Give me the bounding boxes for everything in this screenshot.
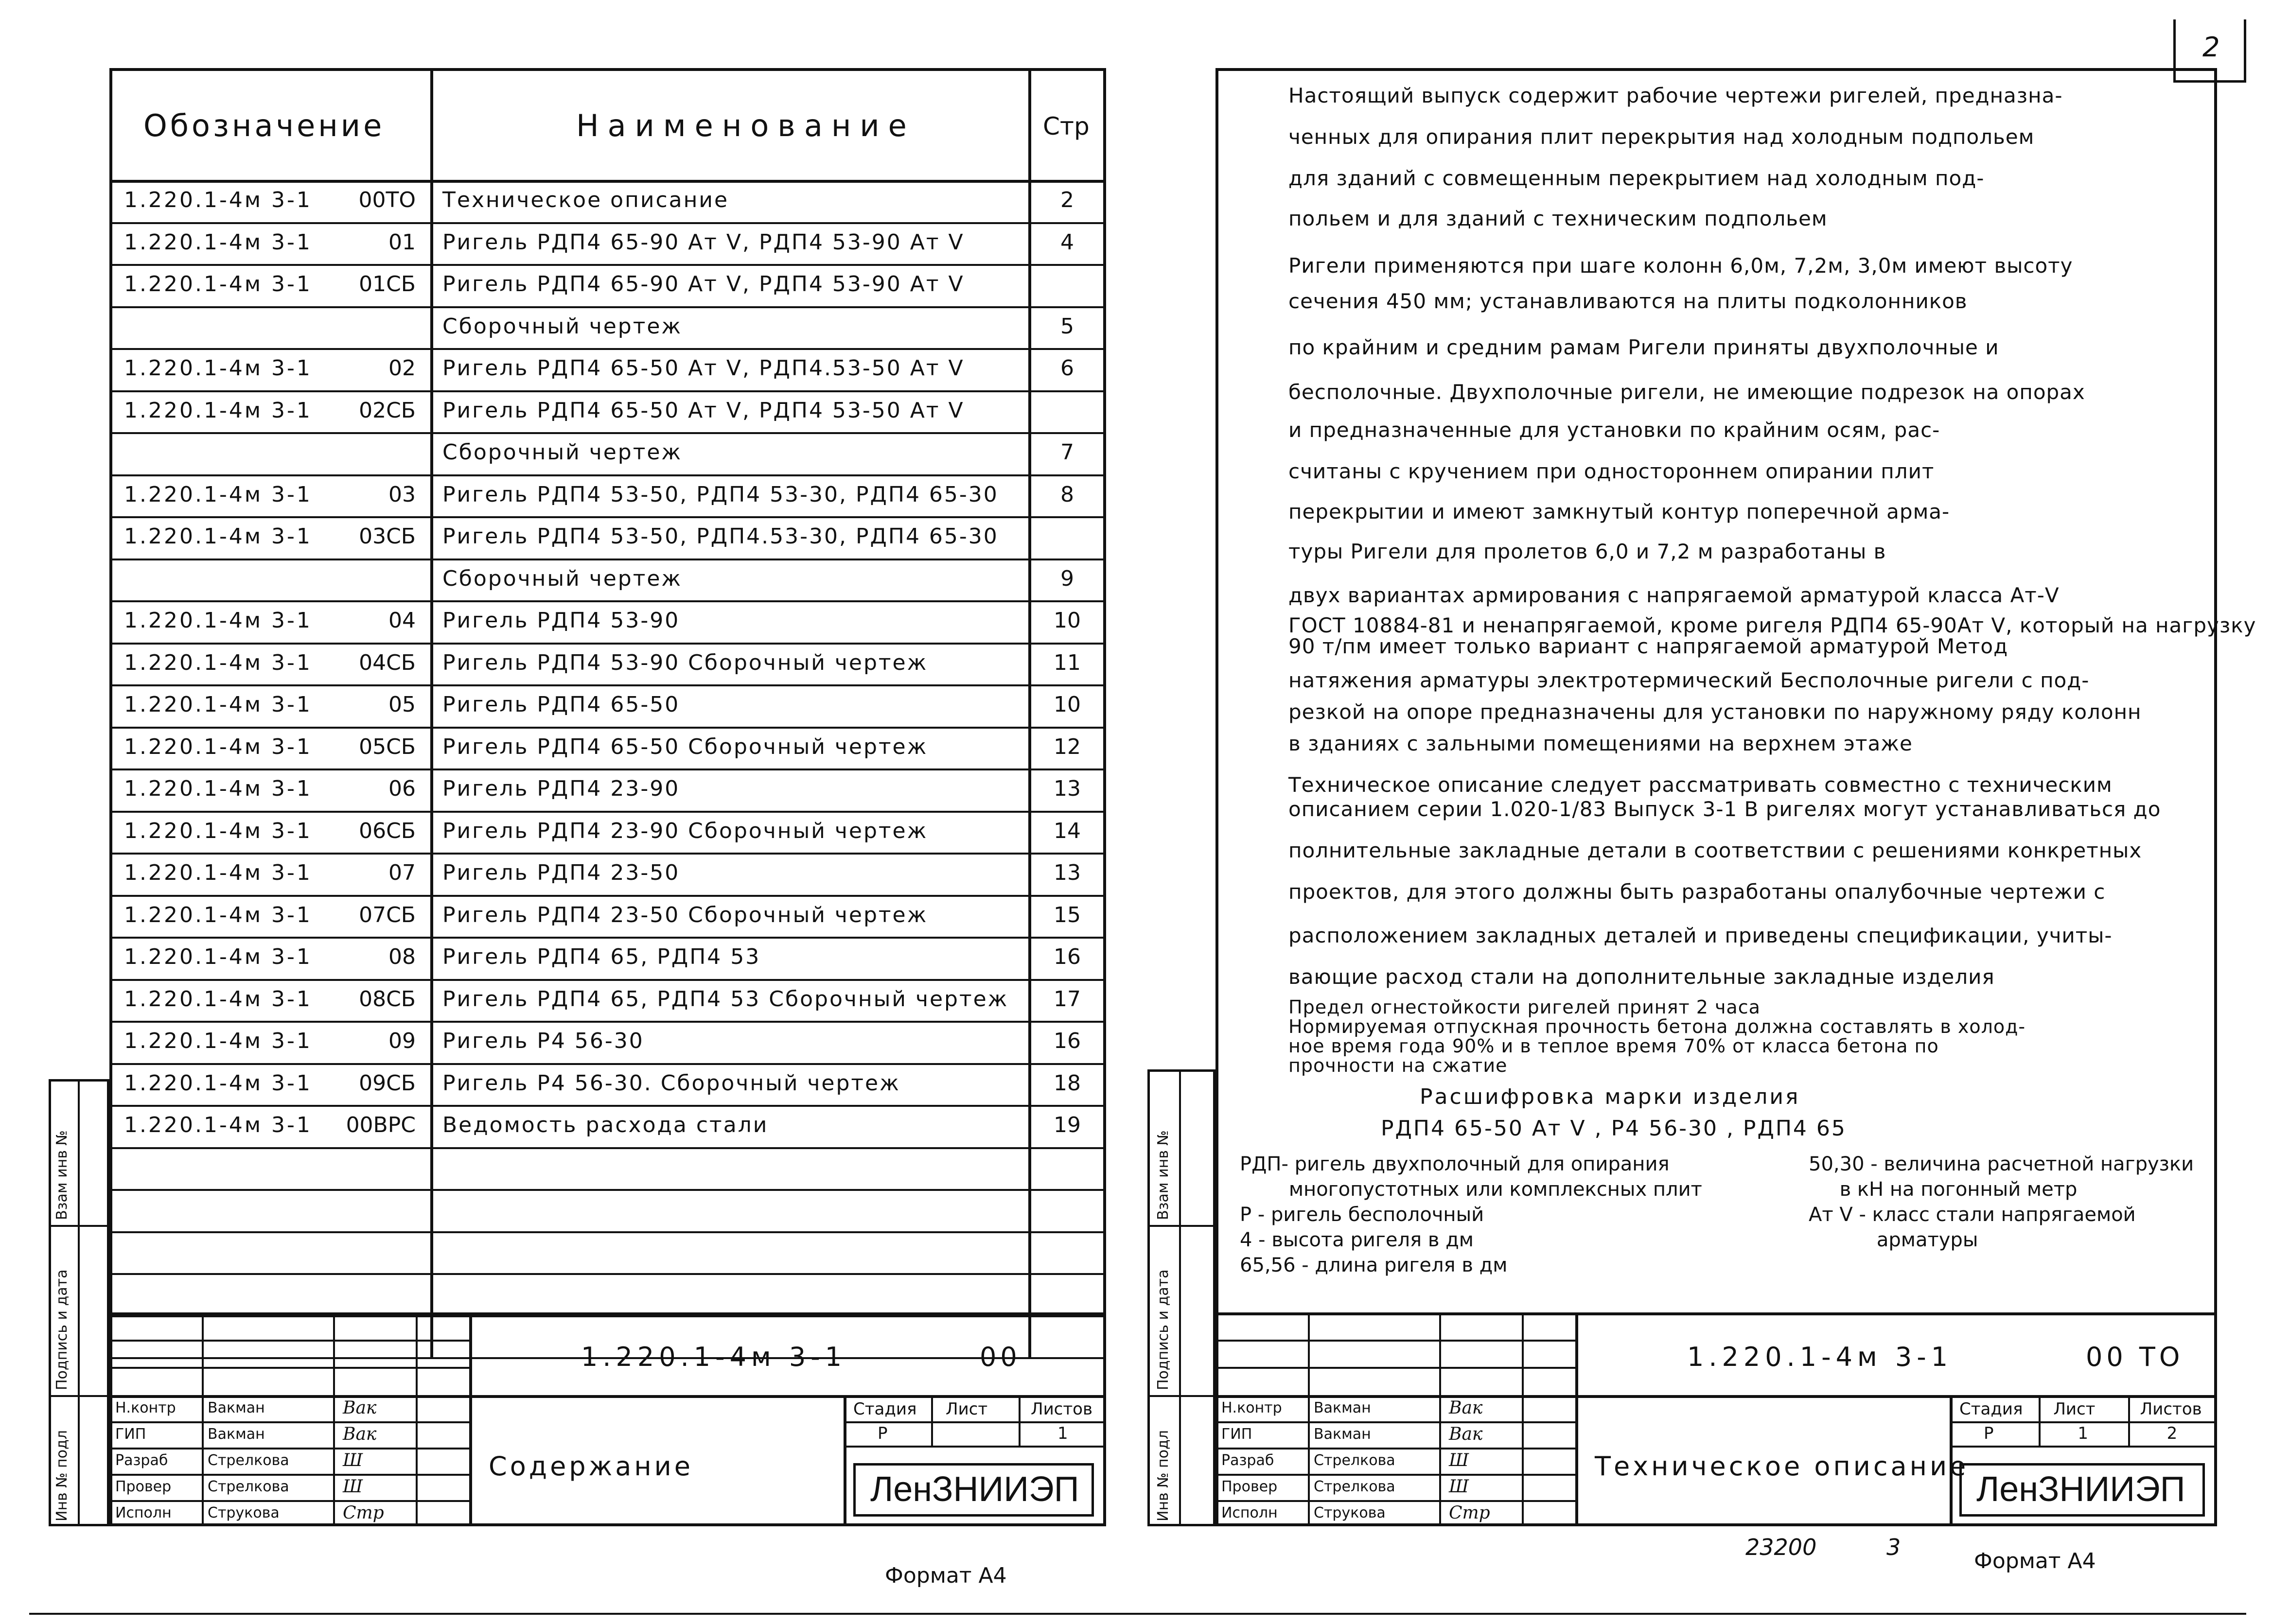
row-code: 05: [388, 692, 416, 717]
description-line: вающие расход стали на дополнительные закладные изделия: [1288, 965, 1995, 989]
role-name: Стрелкова: [208, 1478, 289, 1495]
description-line: резкой на опоре предназначены для установки по наружному ряду колонн: [1288, 700, 2142, 724]
role-name: Струкова: [1314, 1504, 1386, 1521]
row-name: Ведомость расхода стали: [442, 1113, 769, 1137]
role-name: Стрелкова: [1314, 1478, 1395, 1495]
row-code: 01: [388, 229, 416, 255]
row-designation: 1.220.1-4м 3-1: [124, 944, 312, 969]
description-line: двух вариантах армирования с напрягаемой арматурой класса Ат-Ⅴ: [1288, 583, 2060, 607]
row-designation: 1.220.1-4м 3-1: [124, 776, 312, 801]
row-name: Ригель РДП4 23-50: [442, 860, 680, 885]
row-name: Ригель РДП4 65-50: [442, 692, 680, 717]
role-signature: Вак: [343, 1398, 377, 1418]
row-designation: 1.220.1-4м 3-1: [124, 524, 312, 549]
row-page: 13: [1054, 776, 1081, 801]
corner-page-number: 2: [2202, 32, 2220, 63]
stage-value: Р: [878, 1424, 888, 1443]
right-footer-number: 23200: [1745, 1534, 1817, 1560]
row-code: 08: [388, 944, 416, 969]
role-name: Вакман: [208, 1399, 265, 1416]
doc-code: 1.220.1-4м 3-1: [581, 1342, 847, 1372]
decode-right-line: Ат Ⅴ - класс стали напрягаемой: [1809, 1204, 2136, 1226]
row-designation: 1.220.1-4м 3-1: [124, 902, 312, 927]
row-code: 06: [388, 776, 416, 801]
decode-left-line: РДП- ригель двухполочный для опирания: [1240, 1153, 1670, 1175]
row-page: 12: [1054, 734, 1081, 759]
row-code: 00ТО: [358, 188, 416, 212]
description-line: перекрытии и имеют замкнутый контур поперечной арма-: [1288, 500, 1950, 524]
role-name: Струкова: [208, 1504, 280, 1521]
role-signature: Ш: [343, 1477, 363, 1497]
org-name: ЛенЗНИИЭП: [870, 1470, 1079, 1509]
side-label-replace: Взам инв №: [53, 1130, 70, 1220]
row-designation: 1.220.1-4м 3-1: [124, 692, 312, 717]
description-line: польем и для зданий с техническим подпольем: [1288, 207, 1828, 230]
row-designation: 1.220.1-4м 3-1: [124, 188, 312, 212]
row-name: Ригель РДП4 65-90 Ат Ⅴ, РДП4 53-90 Ат Ⅴ: [442, 272, 965, 297]
decode-right-line: арматуры: [1809, 1229, 1978, 1251]
role-label: Н.контр: [115, 1399, 176, 1416]
block-title: Содержание: [489, 1451, 693, 1482]
description-line: проектов, для этого должны быть разработаны опалубочные чертежи с: [1288, 880, 2106, 904]
decode-left-line: 65,56 - длина ригеля в дм: [1240, 1254, 1508, 1276]
row-name: Ригель РДП4 53-50, РДП4.53-30, РДП4 65-30: [442, 524, 999, 549]
row-designation: 1.220.1-4м 3-1: [124, 1070, 312, 1096]
decode-left-line: многопустотных или комплексных плит: [1264, 1178, 1702, 1201]
right-format-label: Формат А4: [1974, 1549, 2096, 1573]
doc-code: 1.220.1-4м 3-1: [1687, 1342, 1953, 1372]
role-label: Разраб: [1221, 1452, 1274, 1469]
role-signature: Ш: [343, 1450, 363, 1470]
row-code: 02СБ: [359, 398, 416, 423]
role-name: Вакман: [208, 1426, 265, 1443]
description-line: по крайним и средним рамам Ригели приняты двухполочные и: [1288, 335, 1999, 359]
description-line: Предел огнестойкости ригелей принят 2 часа: [1288, 996, 1761, 1018]
decode-right-line: в кН на погонный метр: [1809, 1178, 2078, 1201]
role-signature: Вак: [343, 1424, 377, 1444]
sheet-label: Лист: [946, 1399, 988, 1419]
row-code: 07: [388, 860, 416, 885]
row-name: Ригель РДП4 65-90 Ат Ⅴ, РДП4 53-90 Ат Ⅴ: [442, 229, 965, 255]
row-name: Ригель РДП4 53-90 Сборочный чертеж: [442, 650, 928, 675]
row-designation: 1.220.1-4м 3-1: [124, 860, 312, 885]
description-line: описанием серии 1.020-1/83 Выпуск 3-1 В ригелях могут устанавливаться до: [1288, 797, 2161, 821]
description-line: полнительные закладные детали в соответствии с решениями конкретных: [1288, 838, 2142, 862]
sheet-label: Лист: [2053, 1399, 2096, 1419]
row-page: 18: [1054, 1070, 1081, 1096]
role-name: Стрелкова: [1314, 1452, 1395, 1469]
role-signature: Стр: [1449, 1503, 1490, 1523]
role-name: Вакман: [1314, 1426, 1371, 1443]
row-name: Техническое описание: [442, 188, 729, 212]
row-designation: 1.220.1-4м 3-1: [124, 356, 312, 381]
role-signature: Вак: [1449, 1398, 1483, 1418]
sheets-value: 2: [2166, 1424, 2178, 1443]
role-name: Стрелкова: [208, 1452, 289, 1469]
row-name: Ригель РДП4 23-90: [442, 776, 680, 801]
right-side-label-inv: Инв № подл: [1155, 1430, 1172, 1521]
right-side-label-sign: Подпись и дата: [1155, 1269, 1172, 1390]
role-label: Разраб: [115, 1452, 168, 1469]
row-code: 08СБ: [359, 986, 416, 1012]
decode-right-line: 50,30 - величина расчетной нагрузки: [1809, 1153, 2194, 1175]
role-label: Провер: [115, 1478, 172, 1495]
row-designation: 1.220.1-4м 3-1: [124, 650, 312, 675]
row-page: 13: [1054, 860, 1081, 885]
description-line: ченных для опирания плит перекрытия над холодным подпольем: [1288, 125, 2035, 149]
description-line: сечения 450 мм; устанавливаются на плиты подколонников: [1288, 289, 1968, 313]
doc-suffix: 00 ТО: [2086, 1342, 2184, 1372]
right-side-label-replace: Взам инв №: [1155, 1130, 1172, 1220]
side-label-sign: Подпись и дата: [53, 1269, 70, 1390]
left-format-label: Формат А4: [885, 1563, 1007, 1588]
row-page: 4: [1060, 229, 1074, 255]
row-code: 01СБ: [359, 272, 416, 297]
role-signature: Ш: [1449, 1450, 1469, 1470]
row-page: 14: [1054, 818, 1081, 843]
block-title: Техническое описание: [1595, 1451, 1969, 1482]
stage-value: Р: [1984, 1424, 1994, 1443]
stage-label: Стадия: [853, 1399, 917, 1419]
row-name: Ригель РДП4 53-90: [442, 608, 680, 633]
sheets-label: Листов: [1031, 1399, 1093, 1419]
row-name: Ригель РДП4 23-90 Сборочный чертеж: [442, 818, 928, 843]
row-designation: 1.220.1-4м 3-1: [124, 272, 312, 297]
row-page: 17: [1054, 986, 1081, 1012]
description-line: считаны с кручением при одностороннем опирании плит: [1288, 459, 1935, 483]
role-label: Исполн: [1221, 1504, 1278, 1521]
description-line: Нормируемая отпускная прочность бетона должна составлять в холод-: [1288, 1016, 2026, 1037]
row-designation: 1.220.1-4м 3-1: [124, 1113, 312, 1137]
description-line: бесполочные. Двухполочные ригели, не имеющие подрезок на опорах: [1288, 380, 2085, 404]
row-page: 16: [1054, 944, 1081, 969]
row-page: 10: [1054, 608, 1081, 633]
row-code: 06СБ: [359, 818, 416, 843]
header-designation: Обозначение: [143, 108, 385, 143]
right-title-block: [1215, 1312, 2217, 1526]
row-code: 05СБ: [359, 734, 416, 759]
description-line: и предназначенные для установки по крайним осям, рас-: [1288, 418, 1940, 442]
row-name: Сборочный чертеж: [442, 566, 683, 591]
row-name: Ригель Р4 56-30. Сборочный чертеж: [442, 1070, 900, 1096]
row-name: Сборочный чертеж: [442, 440, 683, 465]
description-line: ГОСТ 10884-81 и ненапрягаемой, кроме ригеля РДП4 65-90Ат Ⅴ, который на нагрузку: [1288, 613, 2256, 637]
description-line: для зданий с совмещенным перекрытием над холодным под-: [1288, 166, 1985, 190]
row-page: 19: [1054, 1113, 1081, 1137]
row-page: 9: [1060, 566, 1074, 591]
row-code: 02: [388, 356, 416, 381]
description-line: Техническое описание следует рассматривать совместно с техническим: [1288, 773, 2113, 797]
right-footer-page: 3: [1886, 1534, 1901, 1560]
row-code: 03СБ: [359, 524, 416, 549]
row-name: Ригель РДП4 23-50 Сборочный чертеж: [442, 902, 928, 927]
row-code: 04: [388, 608, 416, 633]
description-line: Ригели применяются при шаге колонн 6,0м, 7,2м, 3,0м имеют высоту: [1288, 254, 2073, 278]
description-line: ное время года 90% и в теплое время 70% от класса бетона по: [1288, 1035, 1939, 1057]
row-code: 09: [388, 1029, 416, 1053]
description-line: прочности на сжатие: [1288, 1055, 1508, 1076]
decode-title: Расшифровка марки изделия: [1420, 1084, 1800, 1109]
role-label: Н.контр: [1221, 1399, 1282, 1416]
row-code: 04СБ: [359, 650, 416, 675]
description-line: расположением закладных деталей и приведены спецификации, учиты-: [1288, 924, 2113, 947]
decode-left-line: 4 - высота ригеля в дм: [1240, 1229, 1474, 1251]
role-name: Вакман: [1314, 1399, 1371, 1416]
row-page: 8: [1060, 482, 1074, 507]
row-name: Ригель РДП4 53-50, РДП4 53-30, РДП4 65-30: [442, 482, 999, 507]
side-label-inv: Инв № подл: [53, 1430, 70, 1521]
row-code: 00ВРС: [346, 1113, 416, 1137]
row-name: Ригель РДП4 65-50 Ат Ⅴ, РДП4 53-50 Ат Ⅴ: [442, 398, 965, 423]
header-name: Наименование: [576, 108, 916, 143]
row-page: 11: [1054, 650, 1081, 675]
role-label: Провер: [1221, 1478, 1278, 1495]
row-name: Ригель РДП4 65, РДП4 53 Сборочный чертеж: [442, 986, 1009, 1012]
row-page: 2: [1060, 188, 1074, 212]
stage-label: Стадия: [1959, 1399, 2023, 1419]
description-line: 90 т/пм имеет только вариант с напрягаемой арматурой Метод: [1288, 634, 2008, 658]
row-page: 16: [1054, 1029, 1081, 1053]
left-title-block: [109, 1312, 1106, 1526]
row-designation: 1.220.1-4м 3-1: [124, 986, 312, 1012]
row-name: Сборочный чертеж: [442, 314, 683, 339]
row-designation: 1.220.1-4м 3-1: [124, 818, 312, 843]
row-page: 10: [1054, 692, 1081, 717]
role-label: ГИП: [115, 1426, 146, 1443]
role-signature: Вак: [1449, 1424, 1483, 1444]
role-label: Исполн: [115, 1504, 172, 1521]
row-code: 09СБ: [359, 1070, 416, 1096]
row-designation: 1.220.1-4м 3-1: [124, 398, 312, 423]
row-designation: 1.220.1-4м 3-1: [124, 1029, 312, 1053]
row-name: Ригель РДП4 65-50 Сборочный чертеж: [442, 734, 928, 759]
role-signature: Ш: [1449, 1477, 1469, 1497]
row-code: 03: [388, 482, 416, 507]
row-designation: 1.220.1-4м 3-1: [124, 734, 312, 759]
doc-suffix: 00: [980, 1342, 1021, 1372]
row-designation: 1.220.1-4м 3-1: [124, 608, 312, 633]
description-line: в зданиях с зальными помещениями на верхнем этаже: [1288, 732, 1913, 755]
description-line: туры Ригели для пролетов 6,0 и 7,2 м разработаны в: [1288, 540, 1886, 563]
row-name: Ригель Р4 56-30: [442, 1029, 644, 1053]
role-label: ГИП: [1221, 1426, 1252, 1443]
row-name: Ригель РДП4 65, РДП4 53: [442, 944, 761, 969]
row-page: 5: [1060, 314, 1074, 339]
header-page: Стр: [1043, 112, 1090, 140]
row-name: Ригель РДП4 65-50 Ат Ⅴ, РДП4.53-50 Ат Ⅴ: [442, 356, 965, 381]
row-designation: 1.220.1-4м 3-1: [124, 482, 312, 507]
decode-left-line: Р - ригель бесполочный: [1240, 1204, 1484, 1226]
role-signature: Стр: [343, 1503, 384, 1523]
row-code: 07СБ: [359, 902, 416, 927]
row-designation: 1.220.1-4м 3-1: [124, 229, 312, 255]
sheet-value: 1: [2078, 1424, 2088, 1443]
decode-examples: РДП4 65-50 Ат Ⅴ , Р4 56-30 , РДП4 65: [1381, 1116, 1847, 1141]
row-page: 7: [1060, 440, 1074, 465]
org-name: ЛенЗНИИЭП: [1976, 1470, 2185, 1509]
description-line: натяжения арматуры электротермический Бесполочные ригели с под-: [1288, 668, 2090, 692]
row-page: 6: [1060, 356, 1074, 381]
row-page: 15: [1054, 902, 1081, 927]
sheets-value: 1: [1057, 1424, 1068, 1443]
contents-table: [109, 68, 1106, 1303]
sheets-label: Листов: [2140, 1399, 2202, 1419]
description-line: Настоящий выпуск содержит рабочие чертежи ригелей, предназна-: [1288, 84, 2063, 107]
